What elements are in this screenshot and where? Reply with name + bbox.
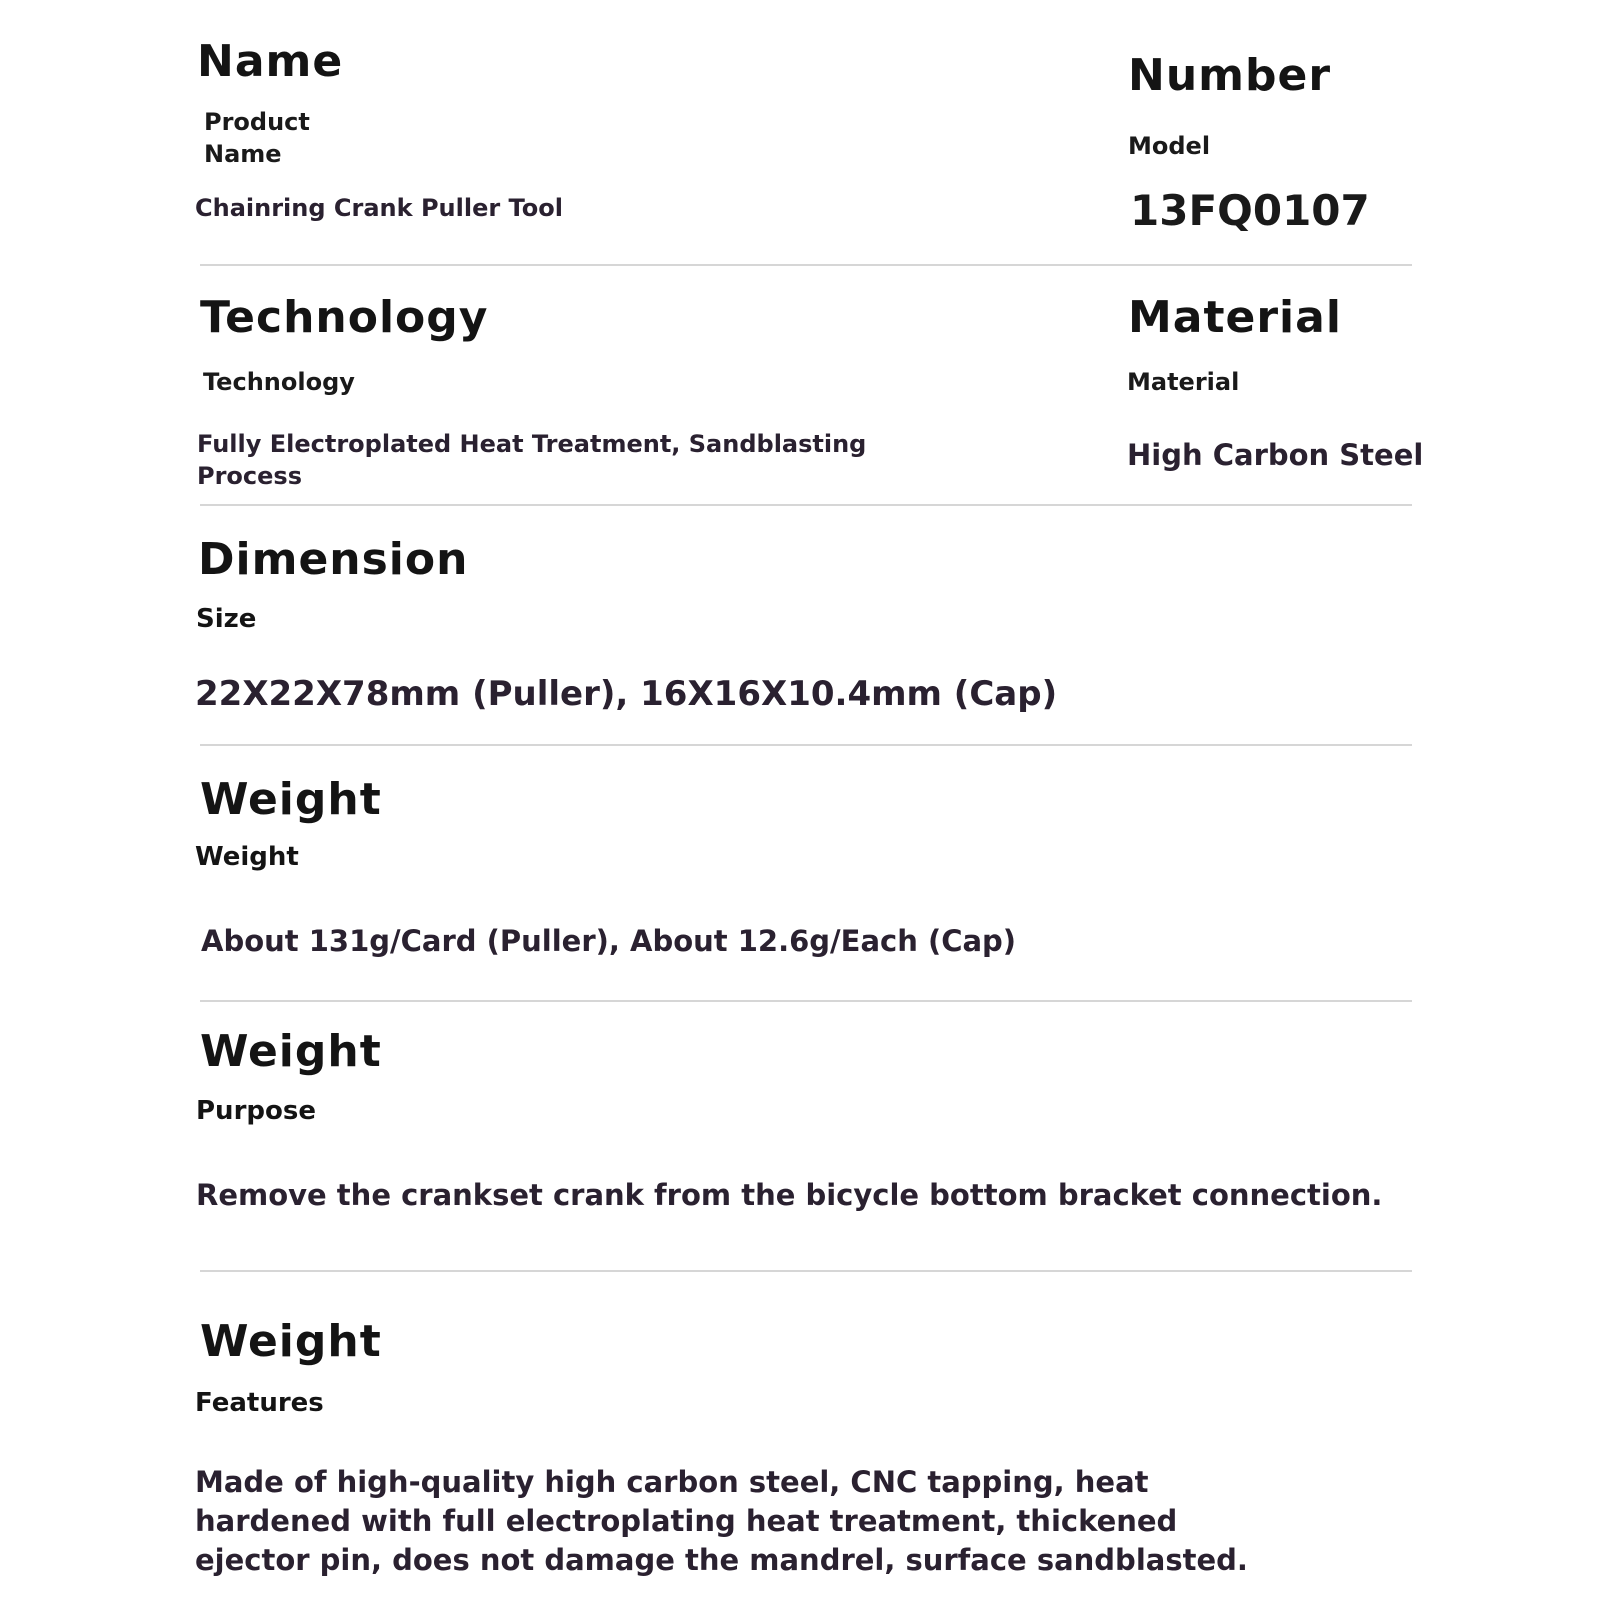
divider-1 <box>200 264 1412 266</box>
product-name-label <box>204 106 310 170</box>
dimension-heading: Dimension <box>198 534 469 585</box>
product-name-label-line2: Name <box>204 140 282 168</box>
features-value-line3: ejector pin, does not damage the mandrel, surface sandblasted. <box>195 1543 1248 1577</box>
technology-value-line1: Fully Electroplated Heat Treatment, Sandblasting <box>197 430 867 458</box>
product-name-label-line1: Product <box>204 108 310 136</box>
purpose-label: Purpose <box>196 1096 316 1126</box>
purpose-value: Remove the crankset crank from the bicycle bottom bracket connection. <box>196 1178 1383 1212</box>
weight-value: About 131g/Card (Puller), About 12.6g/Each (Cap) <box>201 924 1017 958</box>
name-heading: Name <box>197 36 344 87</box>
divider-5 <box>200 1270 1412 1272</box>
size-label: Size <box>196 604 257 634</box>
product-name-value: Chainring Crank Puller Tool <box>195 194 563 222</box>
size-value: 22X22X78mm (Puller), 16X16X10.4mm (Cap) <box>195 674 1058 714</box>
divider-2 <box>200 504 1412 506</box>
technology-value <box>197 428 866 492</box>
weight-label: Weight <box>195 842 299 872</box>
features-heading: Weight <box>200 1316 382 1367</box>
features-value-line2: hardened with full electroplating heat treatment, thickened <box>195 1504 1178 1538</box>
technology-heading: Technology <box>200 292 489 343</box>
features-value-line1: Made of high-quality high carbon steel, CNC tapping, heat <box>195 1465 1149 1499</box>
features-label: Features <box>195 1388 324 1418</box>
material-heading: Material <box>1128 292 1342 343</box>
technology-label: Technology <box>203 368 355 396</box>
technology-value-line2: Process <box>197 462 302 490</box>
divider-4 <box>200 1000 1412 1002</box>
purpose-heading: Weight <box>200 1026 382 1077</box>
features-value <box>195 1463 1248 1580</box>
weight-heading: Weight <box>200 774 382 825</box>
number-heading: Number <box>1128 50 1332 101</box>
model-value: 13FQ0107 <box>1130 186 1370 235</box>
material-value: High Carbon Steel <box>1127 438 1424 472</box>
divider-3 <box>200 744 1412 746</box>
material-label: Material <box>1127 368 1240 396</box>
model-label: Model <box>1128 132 1211 160</box>
